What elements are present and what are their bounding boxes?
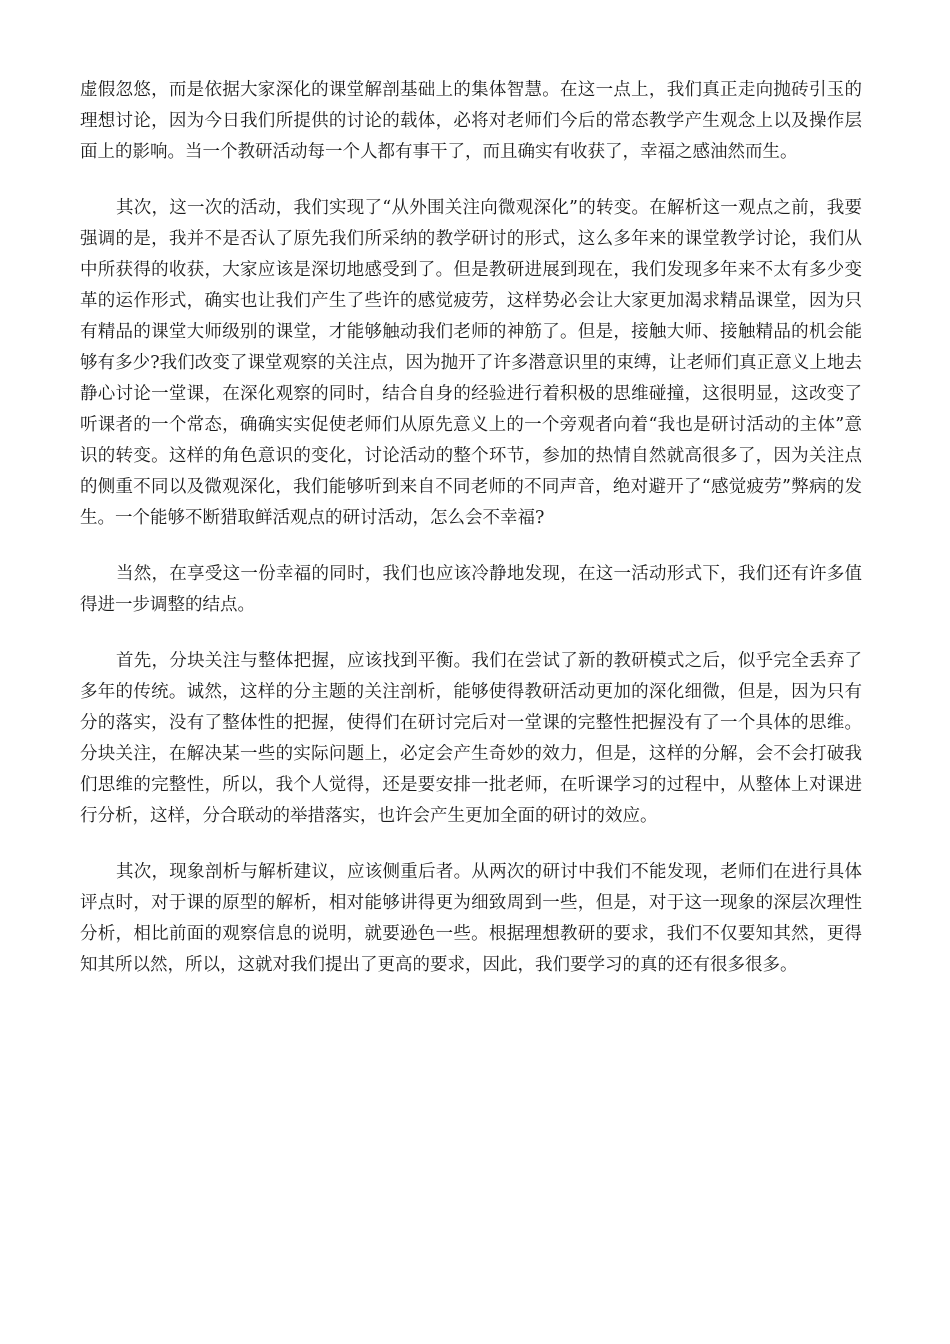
- paragraph-reflection: 当然，在享受这一份幸福的同时，我们也应该冷静地发现，在这一活动形式下，我们还有许多值得进一步调整的结点。: [80, 564, 862, 615]
- paragraph-continuation: 虚假忽悠，而是依据大家深化的课堂解剖基础上的集体智慧。在这一点上，我们真正走向抛砖引玉的理想讨论，因为今日我们所提供的讨论的载体，必将对老师们今后的常态教学产生观念上以及操作层面上的影响。当一个教研活动每一个人都有事干了，而且确实有收获了，幸福之感油然而生。: [80, 80, 862, 162]
- document-page: [80, 75, 862, 981]
- paragraph-first-adjustment: 首先，分块关注与整体把握，应该找到平衡。我们在尝试了新的教研模式之后，似乎完全丢弃了多年的传统。诚然，这样的分主题的关注剖析，能够使得教研活动更加的深化细微，但是，因为只有分的落实，没有了整体性的把握，使得们在研讨完后对一堂课的完整性把握没有了一个具体的思维。分块关注，在解决某一些的实际问题上，必定会产生奇妙的效力，但是，这样的分解，会不会打破我们思维的完整性，所以，我个人觉得，还是要安排一批老师，在听课学习的过程中，从整体上对课进行分析，这样，分合联动的举措落实，也许会产生更加全面的研讨的效应。: [80, 651, 862, 826]
- paragraph-second-adjustment: 其次，现象剖析与解析建议，应该侧重后者。从两次的研讨中我们不能发现，老师们在进行具体评点时，对于课的原型的解析，相对能够讲得更为细致周到一些，但是，对于这一现象的深层次理性分析，相比前面的观察信息的说明，就要逊色一些。根据理想教研的要求，我们不仅要知其然，更得知其所以然，所以，这就对我们提出了更高的要求，因此，我们要学习的真的还有很多很多。: [80, 862, 862, 975]
- paragraph-second-point: 其次，这一次的活动，我们实现了“从外围关注向微观深化”的转变。在解析这一观点之前，我要强调的是，我并不是否认了原先我们所采纳的教学研讨的形式，这么多年来的课堂教学讨论，我们从中所获得的收获，大家应该是深切地感受到了。但是教研进展到现在，我们发现多年来不太有多少变革的运作形式，确实也让我们产生了些许的感觉疲劳，这样势必会让大家更加渴求精品课堂，因为只有精品的课堂大师级别的课堂，才能够触动我们老师的神筋了。但是，接触大师、接触精品的机会能够有多少?我们改变了课堂观察的关注点，因为抛开了许多潜意识里的束缚，让老师们真正意义上地去静心讨论一堂课，在深化观察的同时，结合自身的经验进行着积极的思维碰撞，这很明显，这改变了听课者的一个常态，确确实实促使老师们从原先意义上的一个旁观者向着“我也是研讨活动的主体”意识的转变。这样的角色意识的变化，讨论活动的整个环节，参加的热情自然就高很多了，因为关注点的侧重不同以及微观深化，我们能够听到来自不同老师的不同声音，绝对避开了“感觉疲劳”弊病的发生。一个能够不断猎取鲜活观点的研讨活动，怎么会不幸福?: [80, 198, 862, 528]
